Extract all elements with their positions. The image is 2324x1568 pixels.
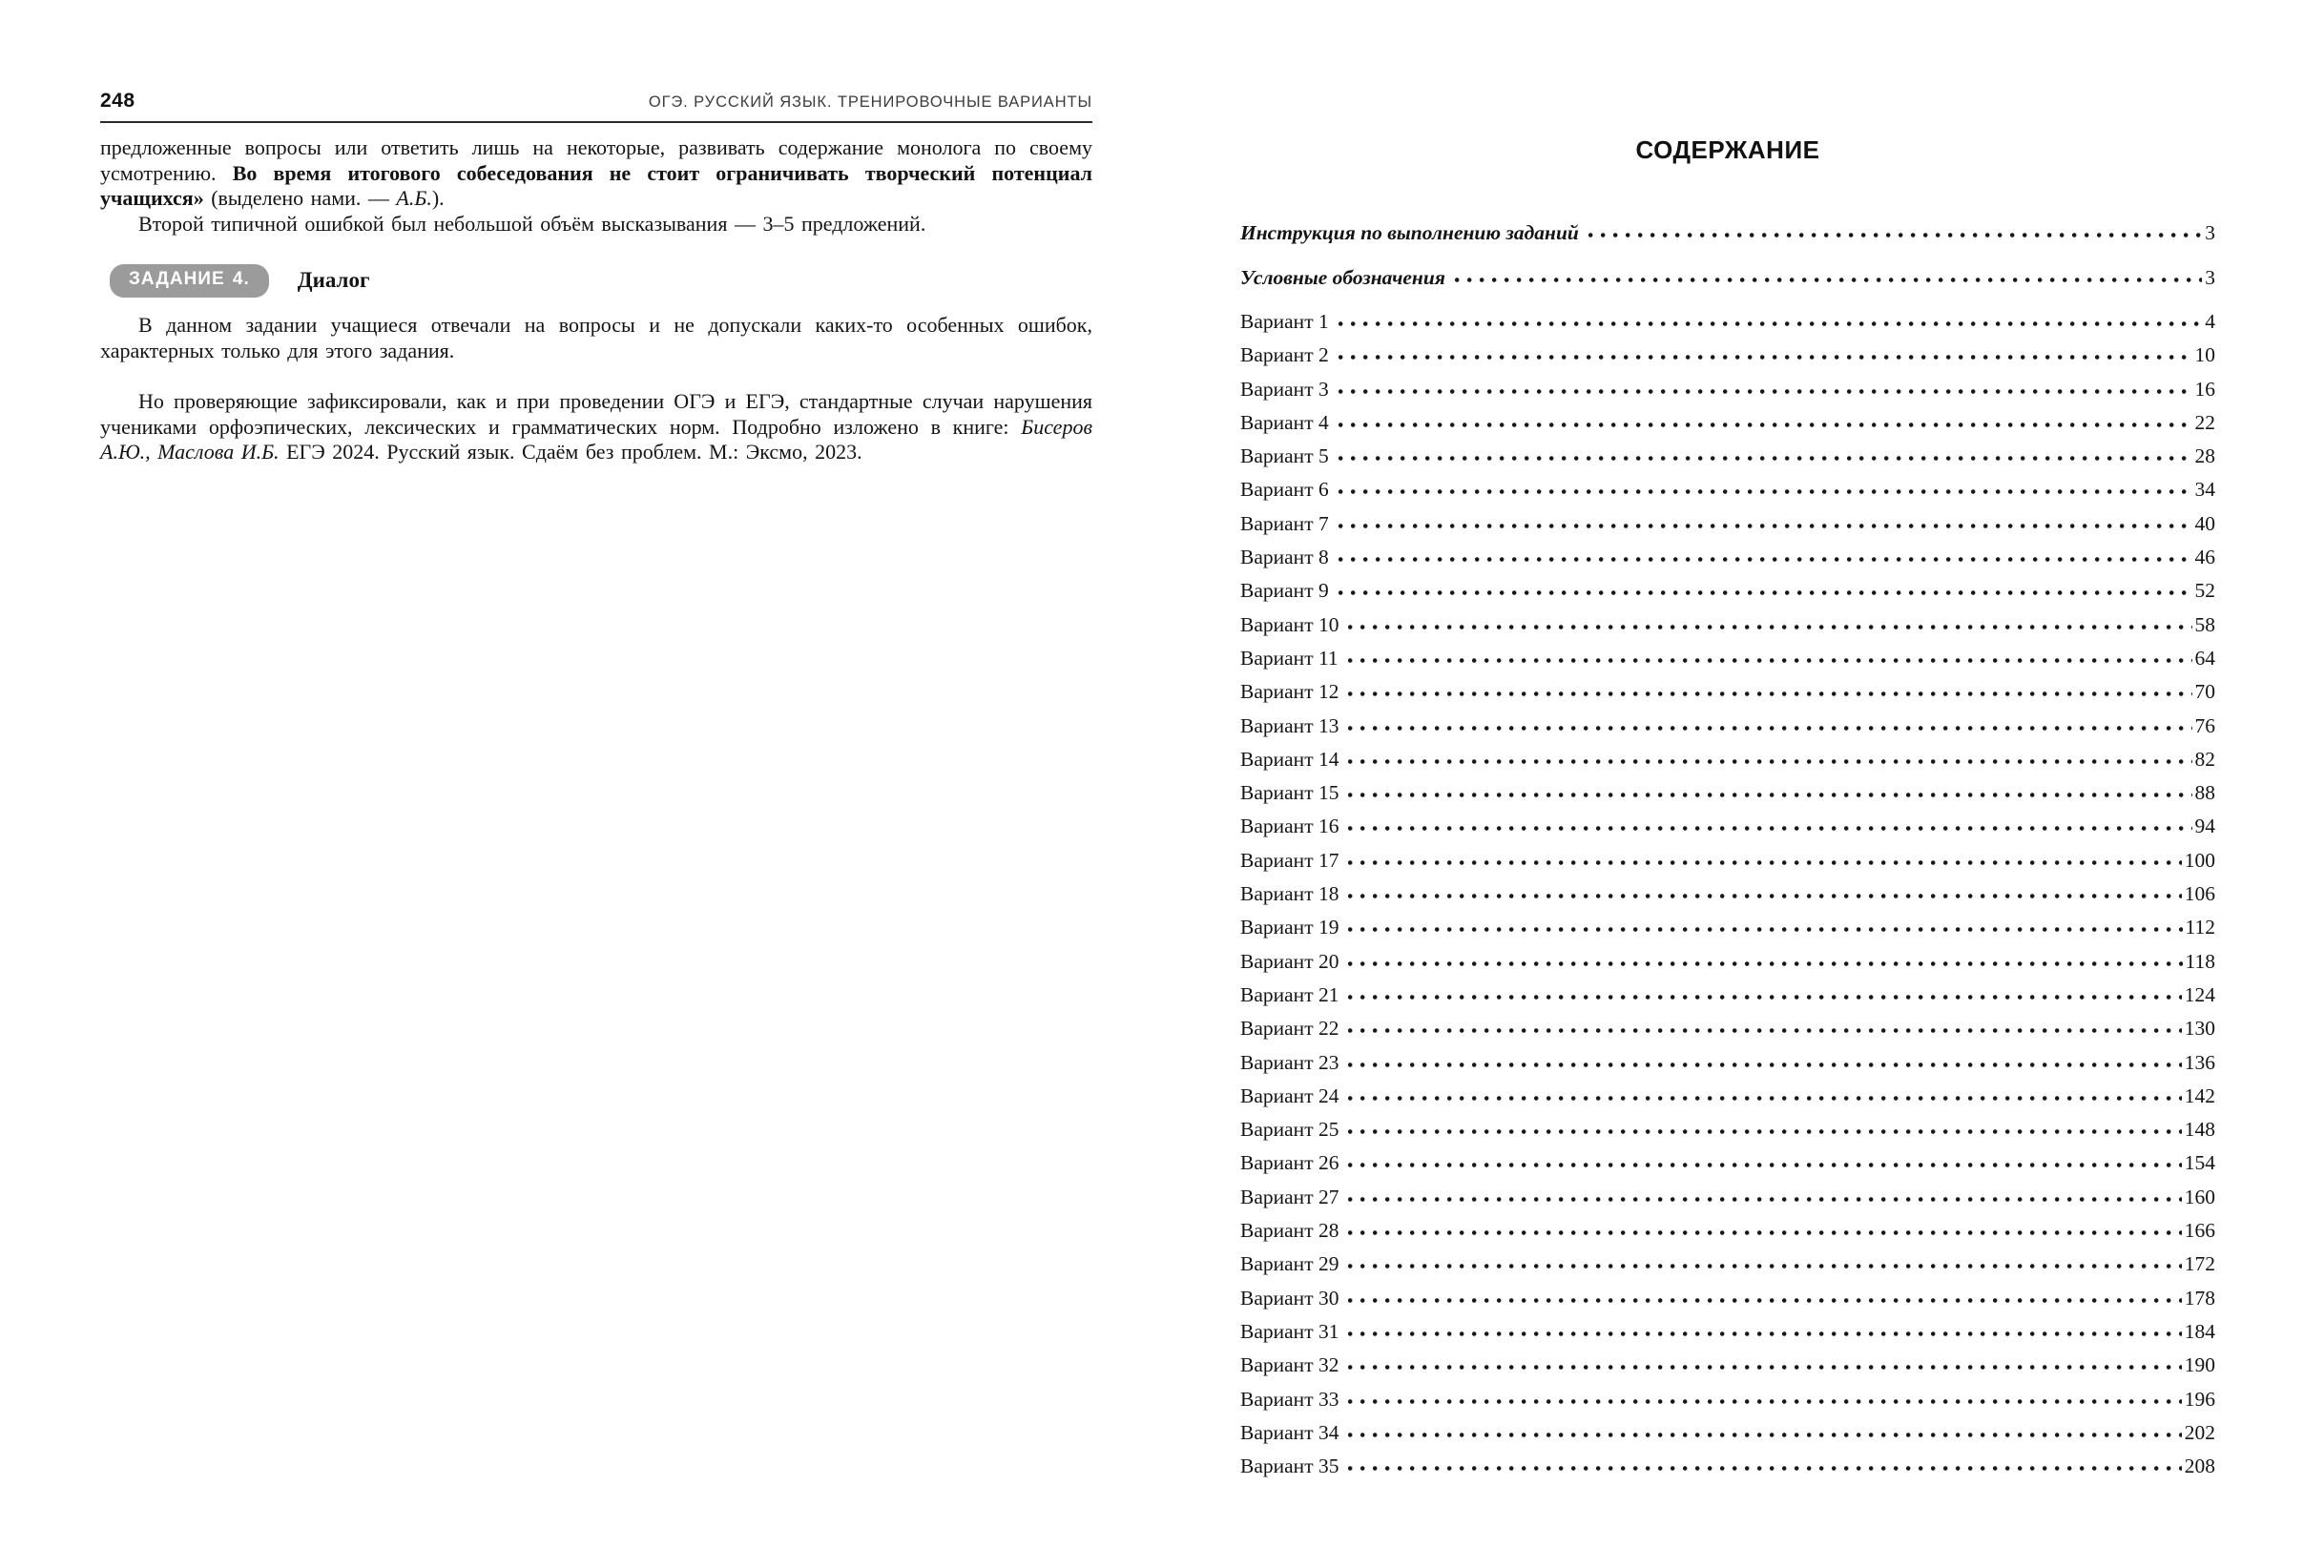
toc-item-page: 136	[2184, 1050, 2215, 1074]
toc-item-label: Вариант 7	[1240, 511, 1329, 535]
toc-leader-dots	[1348, 1195, 2181, 1204]
toc-item-page: 166	[2184, 1219, 2215, 1243]
toc-item-label: Вариант 25	[1240, 1118, 1339, 1142]
toc-item-label: Инструкция по выполнению заданий	[1240, 221, 1579, 244]
toc-leader-dots	[1348, 690, 2191, 698]
toc-row	[1240, 743, 2215, 776]
page-header	[100, 90, 1092, 123]
toc-row	[1240, 1416, 2215, 1450]
toc-item-label: Вариант 14	[1240, 747, 1339, 771]
toc-item-page: 100	[2184, 848, 2215, 872]
toc-item-label: Вариант 19	[1240, 916, 1339, 939]
toc-row	[1240, 1214, 2215, 1248]
toc-leader-dots	[1348, 1061, 2181, 1069]
toc-leader-dots	[1348, 858, 2181, 867]
toc-leader-dots	[1348, 959, 2182, 968]
toc-row	[1240, 1046, 2215, 1080]
toc-item-page: 58	[2194, 612, 2215, 636]
toc-item-label: Вариант 34	[1240, 1420, 1339, 1444]
paragraph-book-reference	[100, 389, 1092, 465]
text-run-italic: Бисеров А.Ю., Маслова И.Б.	[100, 414, 1092, 464]
toc-item-page: 22	[2194, 410, 2215, 434]
toc-item-page: 82	[2194, 747, 2215, 771]
text-run: предложенные вопросы или ответить лишь на некоторые, развивать содержание монолога по своему усмотрению.	[100, 135, 1092, 185]
toc-page	[1240, 135, 2215, 1483]
toc-leader-dots	[1348, 791, 2191, 799]
toc-leader-dots	[1348, 1397, 2181, 1406]
toc-item-page: 118	[2185, 949, 2215, 973]
toc-title: СОДЕРЖАНИЕ	[1635, 135, 1820, 164]
text-run-italic: А.Б.	[396, 186, 432, 211]
toc-leader-dots	[1455, 276, 2202, 284]
toc-row	[1240, 541, 2215, 574]
toc-row	[1240, 1282, 2215, 1315]
toc-item-label: Вариант 6	[1240, 478, 1329, 502]
toc-item-label: Вариант 35	[1240, 1455, 1339, 1478]
task-heading-row	[110, 264, 1092, 298]
toc-item-label: Вариант 20	[1240, 949, 1339, 973]
toc-item-label: Вариант 8	[1240, 546, 1329, 569]
toc-item-page: 184	[2184, 1319, 2215, 1343]
toc-item-page: 106	[2184, 882, 2215, 906]
text-run: (выделено нами. —	[203, 186, 397, 211]
toc-row	[1240, 844, 2215, 877]
toc-item-page: 178	[2184, 1286, 2215, 1310]
toc-item-page: 172	[2184, 1252, 2215, 1276]
toc-item-label: Вариант 33	[1240, 1387, 1339, 1411]
task-title: Диалог	[297, 268, 370, 293]
toc-row	[1240, 1080, 2215, 1113]
toc-leader-dots	[1348, 1228, 2181, 1237]
toc-row	[1240, 574, 2215, 608]
toc-leader-dots	[1348, 993, 2181, 1001]
toc-leader-dots	[1338, 487, 2192, 496]
toc-row	[1240, 979, 2215, 1012]
toc-item-label: Вариант 17	[1240, 848, 1339, 872]
toc-row	[1240, 911, 2215, 944]
toc-row	[1240, 1349, 2215, 1382]
toc-leader-dots	[1348, 1431, 2181, 1439]
toc-item-label: Вариант 2	[1240, 343, 1329, 367]
toc-item-page: 142	[2184, 1083, 2215, 1107]
text-run: Но проверяющие зафиксировали, как и при проведении ОГЭ и ЕГЭ, стандартные случаи нарушения учениками орфоэпических, лексических и грамматических норм. Подробно изложено в книге:	[100, 389, 1092, 439]
toc-item-label: Вариант 18	[1240, 882, 1339, 906]
toc-row	[1240, 1181, 2215, 1214]
toc-item-page: 94	[2194, 815, 2215, 838]
toc-item-page: 3	[2205, 221, 2215, 244]
toc-item-label: Вариант 12	[1240, 680, 1339, 704]
paragraph-continuation	[100, 135, 1092, 212]
toc-item-page: 208	[2184, 1455, 2215, 1478]
toc-leader-dots	[1338, 353, 2192, 361]
toc-item-label: Вариант 13	[1240, 713, 1339, 737]
toc-variant-list	[1240, 305, 2215, 1483]
toc-leader-dots	[1348, 1363, 2181, 1372]
toc-leader-dots	[1338, 387, 2192, 396]
toc-item-label: Вариант 26	[1240, 1151, 1339, 1175]
toc-leader-dots	[1338, 320, 2203, 328]
toc-row	[1240, 507, 2215, 541]
toc-item-label: Вариант 15	[1240, 781, 1339, 805]
toc-item-page: 130	[2184, 1017, 2215, 1041]
toc-row	[1240, 810, 2215, 843]
toc-leader-dots	[1338, 522, 2192, 530]
toc-leader-dots	[1348, 757, 2191, 766]
toc-row	[1240, 609, 2215, 642]
toc-item-page: 196	[2184, 1387, 2215, 1411]
toc-item-label: Вариант 1	[1240, 310, 1329, 333]
toc-item-label: Вариант 23	[1240, 1050, 1339, 1074]
toc-item-label: Вариант 10	[1240, 612, 1339, 636]
toc-leader-dots	[1348, 656, 2192, 665]
toc-leader-dots	[1348, 1094, 2181, 1103]
toc-item-page: 3	[2205, 266, 2215, 289]
toc-row	[1240, 339, 2215, 372]
toc-leader-dots	[1348, 1262, 2181, 1270]
text-run: ).	[431, 186, 445, 211]
toc-row	[1240, 710, 2215, 743]
toc-row	[1240, 373, 2215, 406]
left-page	[100, 90, 1092, 465]
toc-leader-dots	[1348, 824, 2191, 833]
toc-row	[1240, 1383, 2215, 1416]
toc-row	[1240, 1113, 2215, 1146]
toc-row	[1240, 1248, 2215, 1281]
text-run-bold: Во время итогового собеседования не стоит ограничивать творческий потенциал учащихся»	[100, 160, 1092, 211]
toc-item-page: 124	[2184, 982, 2215, 1006]
toc-row	[1240, 473, 2215, 506]
toc-leader-dots	[1348, 1026, 2181, 1035]
toc-row	[1240, 1450, 2215, 1483]
toc-leader-dots	[1348, 1296, 2181, 1305]
toc-item-page: 202	[2184, 1420, 2215, 1444]
body-copy	[100, 135, 1092, 465]
toc-item-label: Вариант 21	[1240, 982, 1339, 1006]
toc-item-page: 76	[2194, 713, 2215, 737]
toc-row	[1240, 877, 2215, 911]
toc-leader-dots	[1348, 925, 2182, 934]
toc-item-label: Вариант 31	[1240, 1319, 1339, 1343]
toc-row	[1240, 642, 2215, 675]
running-title: ОГЭ. РУССКИЙ ЯЗЫК. ТРЕНИРОВОЧНЫЕ ВАРИАНТЫ	[648, 93, 1092, 111]
toc-item-page: 154	[2184, 1151, 2215, 1175]
toc-row	[1240, 1012, 2215, 1045]
toc-leader-dots	[1348, 1127, 2181, 1136]
toc-item-label: Вариант 30	[1240, 1286, 1339, 1310]
toc-leader-dots	[1338, 588, 2192, 597]
toc-row	[1240, 440, 2215, 473]
toc-leader-dots	[1348, 724, 2191, 732]
toc-row	[1240, 260, 2215, 295]
toc-leader-dots	[1348, 892, 2181, 900]
toc-leader-dots	[1588, 231, 2202, 239]
toc-item-label: Вариант 24	[1240, 1083, 1339, 1107]
toc-item-page: 70	[2194, 680, 2215, 704]
toc-row	[1240, 1315, 2215, 1349]
toc-item-label: Вариант 9	[1240, 579, 1329, 603]
toc-item-page: 16	[2194, 377, 2215, 401]
toc-leader-dots	[1348, 1464, 2181, 1473]
toc-item-label: Вариант 29	[1240, 1252, 1339, 1276]
toc-row	[1240, 216, 2215, 250]
toc-item-page: 34	[2194, 478, 2215, 502]
toc-leader-dots	[1348, 1161, 2181, 1169]
toc-item-label: Вариант 3	[1240, 377, 1329, 401]
toc-leader-dots	[1338, 454, 2192, 463]
toc-item-label: Условные обозначения	[1240, 266, 1445, 289]
task-badge: ЗАДАНИЕ 4.	[110, 264, 269, 298]
toc-item-page: 190	[2184, 1353, 2215, 1377]
toc-item-page: 64	[2194, 646, 2215, 670]
toc-item-page: 112	[2185, 916, 2215, 939]
toc-item-label: Вариант 5	[1240, 444, 1329, 468]
text-run: ЕГЭ 2024. Русский язык. Сдаём без проблем. М.: Эксмо, 2023.	[279, 440, 862, 464]
paragraph-dialog-intro: В данном задании учащиеся отвечали на вопросы и не допускали каких-то особенных ошибок, характерных только для этого задания.	[100, 312, 1092, 362]
toc-leader-dots	[1348, 623, 2191, 631]
toc-item-page: 10	[2194, 343, 2215, 367]
toc-row	[1240, 1146, 2215, 1180]
toc-row	[1240, 945, 2215, 979]
toc-item-label: Вариант 22	[1240, 1017, 1339, 1041]
toc-item-label: Вариант 32	[1240, 1353, 1339, 1377]
toc-row	[1240, 406, 2215, 440]
paragraph-second-error: Второй типичной ошибкой был небольшой объём высказывания — 3–5 предложений.	[138, 211, 926, 236]
toc-item-page: 160	[2184, 1185, 2215, 1208]
toc-item-page: 46	[2194, 546, 2215, 569]
toc-item-label: Вариант 16	[1240, 815, 1339, 838]
toc-item-page: 4	[2205, 310, 2215, 333]
toc-leader-dots	[1338, 421, 2192, 429]
toc-item-label: Вариант 11	[1240, 646, 1338, 670]
toc-row	[1240, 305, 2215, 339]
toc-item-page: 148	[2184, 1118, 2215, 1142]
toc-item-page: 52	[2194, 579, 2215, 603]
toc-item-label: Вариант 28	[1240, 1219, 1339, 1243]
toc-row	[1240, 776, 2215, 810]
page-number: 248	[100, 90, 135, 112]
toc-item-label: Вариант 4	[1240, 410, 1329, 434]
toc-item-page: 40	[2194, 511, 2215, 535]
toc-front-list	[1240, 216, 2215, 295]
toc-item-page: 88	[2194, 781, 2215, 805]
toc-leader-dots	[1338, 555, 2192, 564]
toc-item-page: 28	[2194, 444, 2215, 468]
toc-item-label: Вариант 27	[1240, 1185, 1339, 1208]
toc-row	[1240, 675, 2215, 709]
toc-leader-dots	[1348, 1330, 2181, 1338]
